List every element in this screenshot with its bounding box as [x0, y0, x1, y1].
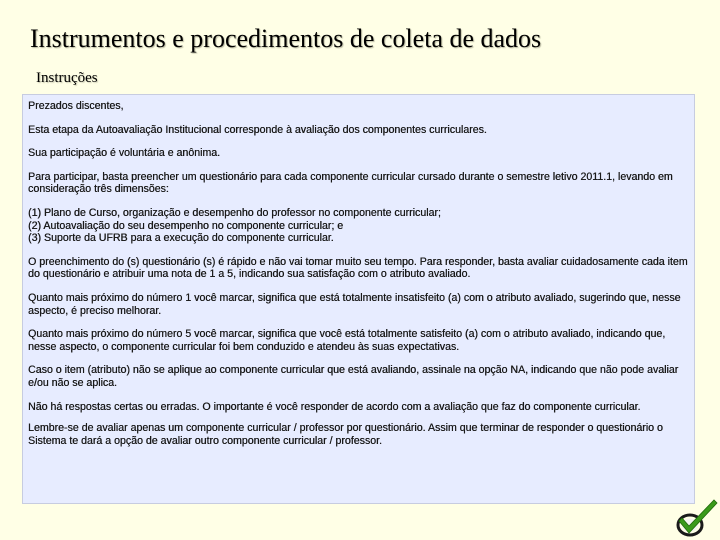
green-check-icon: [674, 498, 718, 538]
dimensions-list: [28, 207, 690, 245]
na-line: e/ou não se aplica.: [28, 376, 117, 389]
fill-line: do questionário e atribuir uma nota de 1 a 5, indicando sua satisfação com o atributo avaliado.: [28, 268, 471, 281]
dimension-item: (2) Autoavaliação do seu desempenho no componente curricular; e: [28, 219, 344, 232]
voluntary-text: Sua participação é voluntária e anônima.: [28, 147, 220, 160]
dimension-item: (1) Plano de Curso, organização e desempenho do professor no componente curricular;: [28, 206, 441, 219]
closer-to-1-line: aspecto, é preciso melhorar.: [28, 304, 162, 317]
closer-to-5-paragraph: [28, 328, 690, 353]
participate-paragraph: [28, 171, 690, 196]
remember-line: Sistema te dará a opção de avaliar outro componente curricular / professor.: [28, 434, 382, 447]
remember-line: Lembre-se de avaliar apenas um componente curricular / professor por questionário. Assim que terminar de responder o questionário o: [28, 422, 663, 435]
page-title: Instrumentos e procedimentos de coleta de dados: [30, 24, 542, 53]
section-subtitle: Instruções: [36, 70, 98, 86]
closer-to-1-paragraph: [28, 292, 690, 317]
fill-paragraph: [28, 256, 690, 281]
closer-to-5-line: Quanto mais próximo do número 5 você marcar, significa que você está totalmente satisfeito (a) com o atributo avaliado, indicando que,: [28, 328, 666, 341]
participate-line: consideração três dimensões:: [28, 183, 169, 196]
na-line: Caso o item (atributo) não se aplique ao componente curricular que está avaliando, assinale na opção NA, indicando que não pode avaliar: [28, 364, 679, 377]
remember-paragraph: [28, 422, 690, 447]
fill-line: O preenchimento do (s) questionário (s) é rápido e não vai tomar muito seu tempo. Para responder, basta avaliar cuidadosamente cada item: [28, 255, 688, 268]
instructions-panel: [22, 94, 695, 504]
greeting-text: Prezados discentes,: [28, 100, 124, 112]
na-paragraph: [28, 364, 690, 389]
closer-to-5-line: nesse aspecto, o componente curricular foi bem conduzido e atendeu às suas expectativas.: [28, 340, 460, 353]
participate-line: Para participar, basta preencher um questionário para cada componente curricular cursado durante o semestre letivo 2011.1, levando em: [28, 170, 673, 183]
dimension-item: (3) Suporte da UFRB para a execução do componente curricular.: [28, 232, 334, 245]
closer-to-1-line: Quanto mais próximo do número 1 você marcar, significa que está totalmente insatisfeito (a) com o atributo avaliado, sugerindo que, nesse: [28, 291, 681, 304]
intro-text: Esta etapa da Autoavaliação Institucional corresponde à avaliação dos componentes curriculares.: [28, 123, 487, 136]
no-wrong-answers-text: Não há respostas certas ou erradas. O importante é você responder de acordo com a avaliação que faz do componente curricular.: [28, 400, 641, 413]
